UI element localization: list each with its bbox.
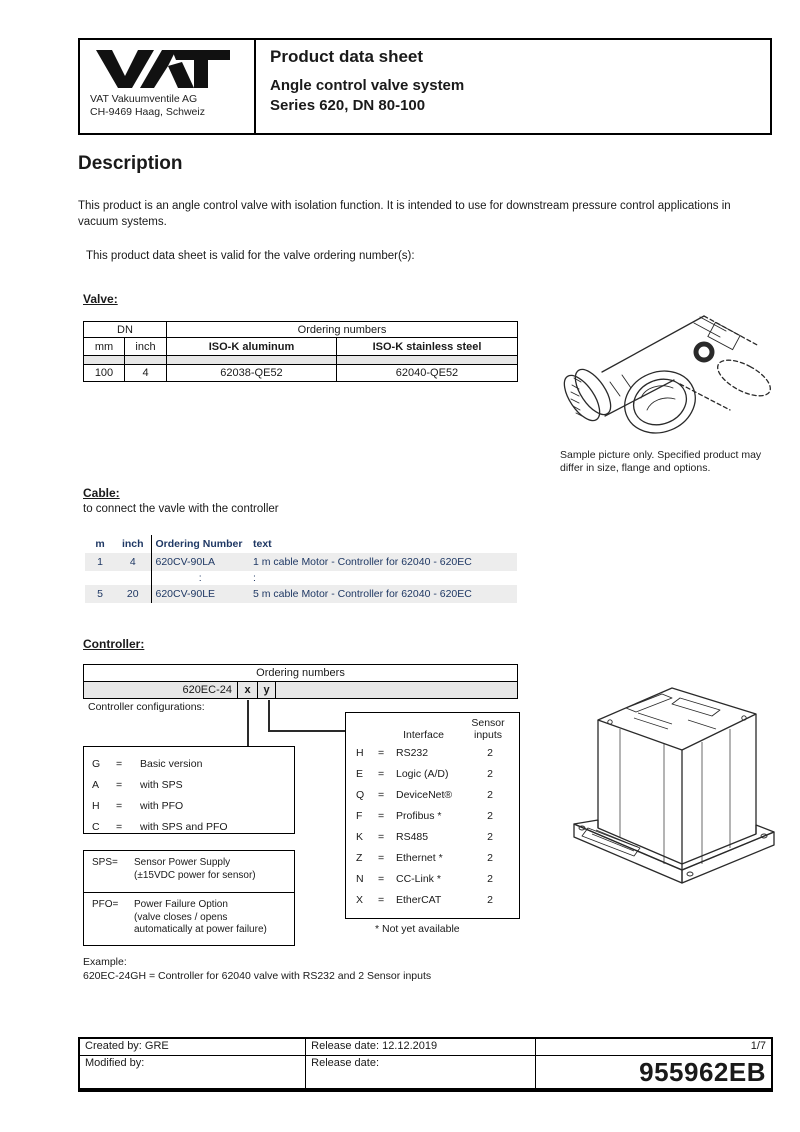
valve-ordering-table bbox=[83, 321, 518, 382]
cable-section-heading: Cable: bbox=[83, 486, 120, 500]
interface-option: Q = DeviceNet® 2 bbox=[356, 788, 493, 801]
interface-option: H = RS232 2 bbox=[356, 746, 493, 759]
valve-dn-mm: 100 bbox=[84, 365, 125, 382]
modified-by: Modified by: bbox=[79, 1055, 306, 1090]
controller-section-heading: Controller: bbox=[83, 637, 145, 651]
release-date-empty: Release date: bbox=[306, 1055, 536, 1090]
vat-logo-icon bbox=[94, 48, 234, 90]
interface-option: Z = Ethernet * 2 bbox=[356, 851, 493, 864]
valve-table-header-row bbox=[84, 338, 518, 356]
cable-table-ellipsis-row: : : bbox=[85, 571, 517, 585]
controller-line-drawing bbox=[560, 678, 790, 890]
description-heading: Description bbox=[78, 153, 183, 174]
valve-table-ordering-header: Ordering numbers bbox=[167, 322, 518, 338]
controller-y-placeholder: y bbox=[258, 682, 276, 699]
controller-ordering-code-row bbox=[84, 682, 518, 699]
valve-section-heading: Valve: bbox=[83, 292, 118, 306]
validity-paragraph: This product data sheet is valid for the valve ordering number(s): bbox=[86, 250, 415, 262]
footer-row-1 bbox=[79, 1038, 772, 1055]
document-number: 955962EB bbox=[535, 1055, 772, 1090]
example-text: 620EC-24GH = Controller for 62040 valve with RS232 and 2 Sensor inputs bbox=[83, 970, 432, 982]
interface-option: F = Profibus * 2 bbox=[356, 809, 493, 822]
page-number: 1/7 bbox=[535, 1038, 772, 1055]
cable-col-ordering: Ordering Number bbox=[151, 535, 249, 553]
example-block bbox=[83, 955, 431, 983]
abbreviations-box bbox=[83, 850, 295, 946]
document-subtitle-1: Angle control valve system bbox=[270, 77, 465, 94]
header-title-block bbox=[256, 40, 770, 133]
connector-line-y-horizontal bbox=[268, 730, 346, 732]
valve-table-group-row bbox=[84, 322, 518, 338]
company-name: VAT Vakuumventile AG bbox=[90, 93, 198, 105]
sensor-inputs-col-header: Sensor inputs bbox=[471, 717, 505, 741]
valve-table-data-row bbox=[84, 365, 518, 382]
col-header-stainless: ISO-K stainless steel bbox=[337, 338, 518, 356]
valve-table-dn-header: DN bbox=[84, 322, 167, 338]
release-date: Release date: 12.12.2019 bbox=[306, 1038, 536, 1055]
controller-ordering-header: Ordering numbers bbox=[84, 665, 518, 682]
document-title: Product data sheet bbox=[270, 47, 424, 66]
header-logo-block bbox=[80, 40, 256, 133]
config-option: A = with SPS bbox=[92, 778, 183, 791]
cable-col-text: text bbox=[253, 538, 272, 550]
description-paragraph: This product is an angle control valve with isolation function. It is intended to use for downstream pressure control applications in vacuum systems. bbox=[78, 200, 731, 228]
controller-ordering-table bbox=[83, 664, 518, 699]
interface-option: E = Logic (A/D) 2 bbox=[356, 767, 493, 780]
valve-table-spacer-row bbox=[84, 356, 518, 365]
config-option: C = with SPS and PFO bbox=[92, 820, 228, 833]
cable-col-inch: inch bbox=[121, 538, 144, 550]
valve-order-stainless: 62040-QE52 bbox=[337, 365, 518, 382]
interface-footnote: * Not yet available bbox=[375, 923, 460, 935]
cable-col-m: m bbox=[95, 538, 105, 550]
config-option: G = Basic version bbox=[92, 757, 203, 770]
footer-table bbox=[78, 1037, 773, 1092]
abbreviation-pfo: PFO= Power Failure Option (valve closes / opens automatically at power failure) bbox=[92, 899, 267, 935]
col-header-inch: inch bbox=[125, 338, 167, 356]
interface-option: K = RS485 2 bbox=[356, 830, 493, 843]
controller-ordering-header-row bbox=[84, 665, 518, 682]
interface-options-box bbox=[345, 712, 520, 919]
abbreviation-sps: SPS= Sensor Power Supply (±15VDC power for sensor) bbox=[84, 851, 294, 893]
controller-x-placeholder: x bbox=[238, 682, 258, 699]
connector-line-y-vertical bbox=[268, 700, 270, 732]
cable-table-row: 5 20 620CV-90LE 5 m cable Motor - Controller for 62040 - 620EC bbox=[85, 585, 517, 603]
interface-col-header: Interface bbox=[403, 729, 444, 741]
col-header-aluminum: ISO-K aluminum bbox=[167, 338, 337, 356]
created-by: Created by: GRE bbox=[79, 1038, 306, 1055]
interface-table-header bbox=[346, 713, 519, 742]
company-address: CH-9469 Haag, Schweiz bbox=[90, 106, 205, 118]
interface-option: X = EtherCAT 2 bbox=[356, 893, 493, 906]
valve-order-aluminum: 62038-QE52 bbox=[167, 365, 337, 382]
document-subtitle-2: Series 620, DN 80-100 bbox=[270, 97, 426, 114]
interface-option: N = CC-Link * 2 bbox=[356, 872, 493, 885]
col-header-mm: mm bbox=[84, 338, 125, 356]
cable-table-header-row bbox=[85, 535, 517, 553]
config-option: H = with PFO bbox=[92, 799, 184, 812]
configuration-options-box bbox=[83, 746, 295, 834]
valve-line-drawing bbox=[552, 296, 787, 446]
footer-row-2 bbox=[79, 1055, 772, 1090]
cable-table-row: 1 4 620CV-90LA 1 m cable Motor - Controller for 62040 - 620EC bbox=[85, 553, 517, 571]
header-box bbox=[78, 38, 772, 135]
cable-ordering-table bbox=[85, 535, 517, 603]
example-label: Example: bbox=[83, 956, 127, 968]
controller-base-code: 620EC-24 bbox=[84, 682, 238, 699]
connector-line-x bbox=[247, 700, 249, 746]
cable-section-subtitle: to connect the vavle with the controller bbox=[83, 503, 279, 515]
valve-dn-inch: 4 bbox=[125, 365, 167, 382]
controller-configurations-label: Controller configurations: bbox=[88, 701, 205, 713]
valve-image-caption: Sample picture only. Specified product may differ in size, flange and options. bbox=[560, 449, 762, 474]
